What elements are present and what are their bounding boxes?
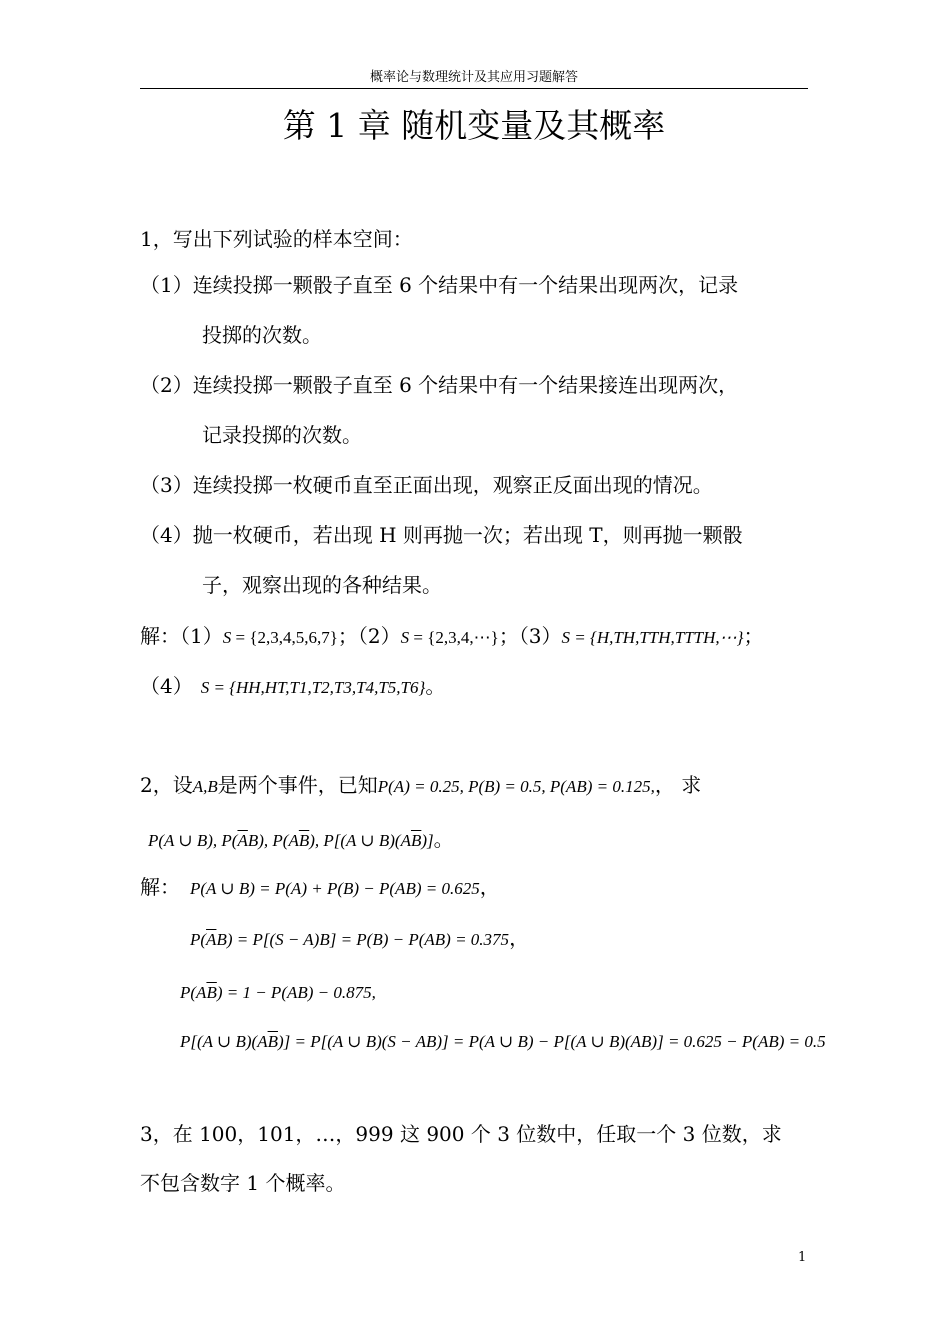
- set-s4: S = {HH,HT,T1,T2,T3,T4,T5,T6}: [200, 678, 426, 697]
- q1-solution-line-2: [140, 673, 445, 701]
- equation-1: P(A ∪ B) = P(A) + P(B) − P(AB) = 0.625: [190, 879, 480, 898]
- set-s1: S = {2,3,4,5,6,7}: [222, 628, 338, 647]
- part-3-marker: （3）: [518, 624, 562, 648]
- q2-stem-a: 2，设: [140, 773, 193, 797]
- q2-solution-line-3: [180, 978, 376, 1006]
- equation-3: $P(A\overline{B}) = 1 - P(AB) - 0.875$: [180, 983, 372, 1002]
- part-4-marker: （4）: [140, 674, 193, 698]
- q3-line-2: 不包含数字 1 个概率。: [140, 1171, 346, 1195]
- equation-2: $P(\overline{A}B) = P[(S - A)B] = P(B) - P(AB) = 0.375$: [190, 930, 510, 949]
- comma: ，: [509, 926, 530, 950]
- q1-item-2-cont: 记录投掷的次数。: [202, 423, 362, 447]
- q2-stem: [140, 772, 701, 800]
- separator: ；: [337, 624, 358, 648]
- q2-given: P(A) = 0.25, P(B) = 0.5, P(AB) = 0.125,: [377, 777, 655, 796]
- part-2-marker: （2）: [357, 624, 401, 648]
- q3-line-1: 3，在 100，101，…，999 这 900 个 3 位数中，任取一个 3 位数，求: [140, 1122, 782, 1146]
- q2-solution-line-1: [190, 874, 500, 902]
- q2-find: [148, 826, 454, 854]
- q1-item-3: （3）连续投掷一枚硬币直至正面出现，观察正反面出现的情况。: [140, 473, 713, 497]
- q1-stem: 1，写出下列试验的样本空间：: [140, 227, 413, 251]
- q2-stem-b: 是两个事件，已知: [217, 773, 378, 797]
- q2-solution-line-4: [180, 1027, 826, 1055]
- q1-item-4-cont: 子，观察出现的各种结果。: [202, 573, 442, 597]
- comma: ,: [371, 983, 376, 1002]
- q1-item-1-cont: 投掷的次数。: [202, 323, 322, 347]
- q1-item-1: （1）连续投掷一颗骰子直至 6 个结果中有一个结果出现两次，记录: [140, 273, 739, 297]
- chapter-title: 第 1 章 随机变量及其概率: [282, 106, 666, 145]
- set-s3: S = {H,TH,TTH,TTTH,⋯}: [561, 628, 744, 647]
- period: 。: [433, 827, 454, 851]
- separator: ；: [743, 624, 764, 648]
- equation-4: P[(A ∪ $B)(A\overline{B})] = P[(A$ ∪ B)(S − AB)] = P(A ∪ B) − P[(A ∪ B)(AB)] = 0.625 − P(AB) = 0.5: [180, 1032, 826, 1051]
- q2-find-expr: P(A ∪ B), $P(\overline{A}B)$, $P(A\overline{B})$, P[(A ∪ $B)(A\overline{B})$]: [148, 831, 434, 850]
- set-s2: S = {2,3,4,⋯}: [400, 628, 499, 647]
- q2-stem-c: ， 求: [654, 773, 702, 797]
- q2-solution-label: 解：: [140, 875, 180, 899]
- part-1-marker: （1）: [180, 624, 223, 648]
- running-header: 概率论与数理统计及其应用习题解答: [369, 70, 578, 85]
- period: 。: [425, 674, 446, 698]
- q2-solution-line-2: [190, 925, 529, 953]
- q1-item-4: （4）抛一枚硬币，若出现 H 则再抛一次；若出现 T，则再抛一颗骰: [140, 523, 743, 547]
- solution-label: 解：: [140, 624, 180, 648]
- header-rule: [140, 88, 808, 89]
- q1-item-2: （2）连续投掷一颗骰子直至 6 个结果中有一个结果接连出现两次，: [140, 373, 739, 397]
- q2-events: A,B: [192, 777, 218, 796]
- comma: ，: [479, 875, 500, 899]
- separator: ；: [498, 624, 519, 648]
- page-number: 1: [798, 1250, 807, 1265]
- q1-solution-line-1: [140, 623, 763, 651]
